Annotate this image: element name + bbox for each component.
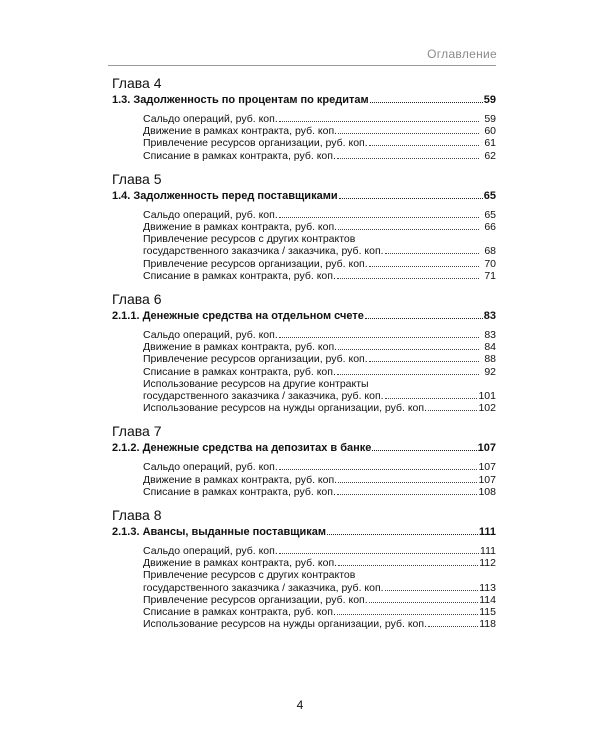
toc-entry-page: 108: [478, 485, 496, 498]
table-of-contents: [112, 75, 496, 639]
chapter-title: Глава 6: [112, 291, 162, 308]
page-number: 4: [296, 698, 304, 712]
dot-leader: [338, 557, 478, 566]
toc-entry[interactable]: [112, 618, 496, 630]
toc-entry-first-line: Использование ресурсов на другие контракты: [143, 377, 369, 390]
toc-entry-page: 59: [484, 113, 496, 125]
toc-section-page: 83: [483, 310, 496, 323]
dot-leader: [337, 606, 478, 615]
toc-section-page: 107: [477, 442, 496, 455]
toc-entry-page: 83: [484, 329, 496, 342]
toc-entry-page: 107: [478, 461, 496, 474]
toc-entry-page: 65: [484, 208, 496, 221]
toc-entry[interactable]: [112, 341, 496, 353]
toc-entry[interactable]: [112, 402, 496, 414]
toc-entry-page: 118: [479, 618, 496, 631]
toc-section-text: 2.1.2. Денежные средства на депозитах в банке: [112, 442, 372, 455]
toc-section-text: 1.4. Задолженность перед поставщиками: [112, 189, 338, 202]
dot-leader: [279, 209, 479, 218]
toc-section-text: 1.3. Задолженность по процентам по кредитам: [112, 94, 369, 106]
toc-entry[interactable]: [112, 137, 496, 149]
dot-leader: [279, 461, 478, 470]
dot-leader: [337, 366, 479, 375]
toc-entry-page: 70: [484, 257, 496, 270]
toc-entry[interactable]: [112, 366, 496, 378]
toc-entry[interactable]: [112, 270, 496, 282]
toc-entry-text: Привлечение ресурсов организации, руб. коп.: [143, 137, 368, 150]
dot-leader: [279, 545, 479, 554]
toc-entry-text: Использование ресурсов на нужды организации, руб. коп.: [143, 618, 427, 631]
toc-entry-first-line: Привлечение ресурсов с других контрактов: [143, 233, 356, 246]
toc-section[interactable]: [112, 525, 496, 539]
toc-entry[interactable]: [112, 557, 496, 569]
toc-entry[interactable]: [112, 545, 496, 557]
toc-entry-page: 102: [478, 402, 496, 415]
dot-leader: [428, 618, 478, 627]
toc-entry-text: Движение в рамках контракта, руб. коп.: [143, 557, 338, 570]
header-divider: [108, 65, 496, 66]
toc-section-page: 65: [483, 189, 496, 202]
toc-entry-text: Привлечение ресурсов организации, руб. коп.: [143, 353, 368, 366]
toc-entry-text: государственного заказчика / заказчика, руб. коп.: [143, 390, 384, 403]
toc-chapter: [112, 75, 496, 162]
toc-entry-page: 62: [484, 149, 496, 162]
toc-entry[interactable]: [112, 258, 496, 270]
dot-leader: [370, 94, 483, 103]
toc-entry-text: государственного заказчика / заказчика, руб. коп.: [143, 245, 384, 258]
toc-section-page: 111: [478, 526, 496, 539]
toc-entry[interactable]: [112, 329, 496, 341]
toc-entry-page: 115: [479, 606, 496, 619]
toc-entry-page: 113: [479, 581, 496, 594]
toc-entry-page: 107: [478, 473, 496, 486]
toc-entry-text: Движение в рамках контракта, руб. коп.: [143, 125, 338, 138]
chapter-title: Глава 5: [112, 170, 162, 187]
toc-entry[interactable]: [112, 606, 496, 618]
toc-entry-page: 68: [484, 245, 496, 258]
toc-entry[interactable]: [112, 125, 496, 137]
dot-leader: [327, 526, 478, 535]
toc-entry-text: Движение в рамках контракта, руб. коп.: [143, 221, 338, 234]
toc-entry[interactable]: [112, 245, 496, 257]
dot-leader: [369, 353, 479, 362]
dot-leader: [337, 270, 479, 279]
toc-entry-text: Сальдо операций, руб. коп.: [143, 208, 278, 221]
dot-leader: [338, 474, 477, 483]
toc-entry-text: Использование ресурсов на нужды организации, руб. коп.: [143, 402, 427, 415]
toc-entry[interactable]: [112, 594, 496, 606]
toc-section-page: 59: [483, 94, 496, 106]
toc-entry-page: 71: [484, 269, 496, 282]
toc-entry[interactable]: [112, 353, 496, 365]
toc-entry[interactable]: [112, 474, 496, 486]
dot-leader: [337, 486, 478, 495]
dot-leader: [338, 341, 479, 350]
toc-entry[interactable]: [112, 113, 496, 125]
toc-entry[interactable]: [112, 221, 496, 233]
dot-leader: [369, 594, 479, 603]
toc-entry-page: 101: [478, 390, 496, 403]
dot-leader: [385, 390, 478, 399]
toc-entry-text: Привлечение ресурсов организации, руб. коп.: [143, 257, 368, 270]
dot-leader: [337, 150, 479, 159]
toc-entry-text: государственного заказчика / заказчика, руб. коп.: [143, 581, 384, 594]
dot-leader: [339, 190, 483, 199]
toc-chapter: [112, 171, 496, 282]
toc-entry[interactable]: [112, 390, 496, 402]
chapter-title: Глава 4: [112, 75, 162, 91]
dot-leader: [385, 245, 479, 254]
toc-entry-page: 92: [484, 365, 496, 378]
toc-entry-text: Списание в рамках контракта, руб. коп.: [143, 365, 336, 378]
toc-chapter: [112, 291, 496, 414]
chapter-title: Глава 8: [112, 507, 162, 524]
dot-leader: [279, 329, 479, 338]
toc-chapter: [112, 423, 496, 498]
toc-entry-text: Привлечение ресурсов организации, руб. коп.: [143, 593, 368, 606]
toc-entry-text: Списание в рамках контракта, руб. коп.: [143, 269, 336, 282]
toc-section[interactable]: [112, 189, 496, 203]
dot-leader: [369, 258, 479, 267]
dot-leader: [365, 310, 483, 319]
dot-leader: [369, 137, 479, 146]
toc-entry[interactable]: [112, 461, 496, 473]
toc-section[interactable]: [112, 309, 496, 323]
toc-entry[interactable]: [112, 582, 496, 594]
toc-entry-text: Списание в рамках контракта, руб. коп.: [143, 606, 336, 619]
toc-entry-text: Списание в рамках контракта, руб. коп.: [143, 485, 336, 498]
toc-entry-page: 66: [484, 221, 496, 234]
toc-entry-page: 111: [480, 545, 496, 558]
dot-leader: [428, 402, 477, 411]
dot-leader: [338, 221, 479, 230]
toc-entry-page: 112: [479, 557, 496, 570]
toc-entry-text: Сальдо операций, руб. коп.: [143, 113, 278, 125]
dot-leader: [338, 125, 479, 134]
toc-entry[interactable]: [112, 150, 496, 162]
toc-section[interactable]: [112, 441, 496, 455]
toc-chapter: [112, 507, 496, 630]
toc-entry[interactable]: [112, 209, 496, 221]
toc-entry-page: 60: [484, 125, 496, 138]
toc-entry-text: Сальдо операций, руб. коп.: [143, 461, 278, 474]
toc-entry-text: Движение в рамках контракта, руб. коп.: [143, 473, 338, 486]
toc-entry-text: Сальдо операций, руб. коп.: [143, 545, 278, 558]
dot-leader: [279, 113, 479, 122]
toc-entry-page: 88: [484, 353, 496, 366]
dot-leader: [385, 582, 479, 591]
toc-entry-first-line: Привлечение ресурсов с других контрактов: [143, 569, 356, 582]
dot-leader: [372, 442, 476, 451]
toc-section-text: 2.1.3. Авансы, выданные поставщикам: [112, 526, 327, 539]
toc-entry-text: Сальдо операций, руб. коп.: [143, 329, 278, 342]
toc-entry-page: 84: [484, 341, 496, 354]
toc-section[interactable]: [112, 93, 496, 107]
toc-section-text: 2.1.1. Денежные средства на отдельном счете: [112, 310, 364, 323]
toc-entry-text: Движение в рамках контракта, руб. коп.: [143, 341, 338, 354]
toc-entry-page: 114: [479, 593, 496, 606]
toc-entry-text: Списание в рамках контракта, руб. коп.: [143, 149, 336, 162]
toc-entry[interactable]: [112, 486, 496, 498]
running-header: Оглавление: [427, 47, 497, 61]
chapter-title: Глава 7: [112, 423, 162, 440]
toc-entry-page: 61: [484, 137, 496, 150]
